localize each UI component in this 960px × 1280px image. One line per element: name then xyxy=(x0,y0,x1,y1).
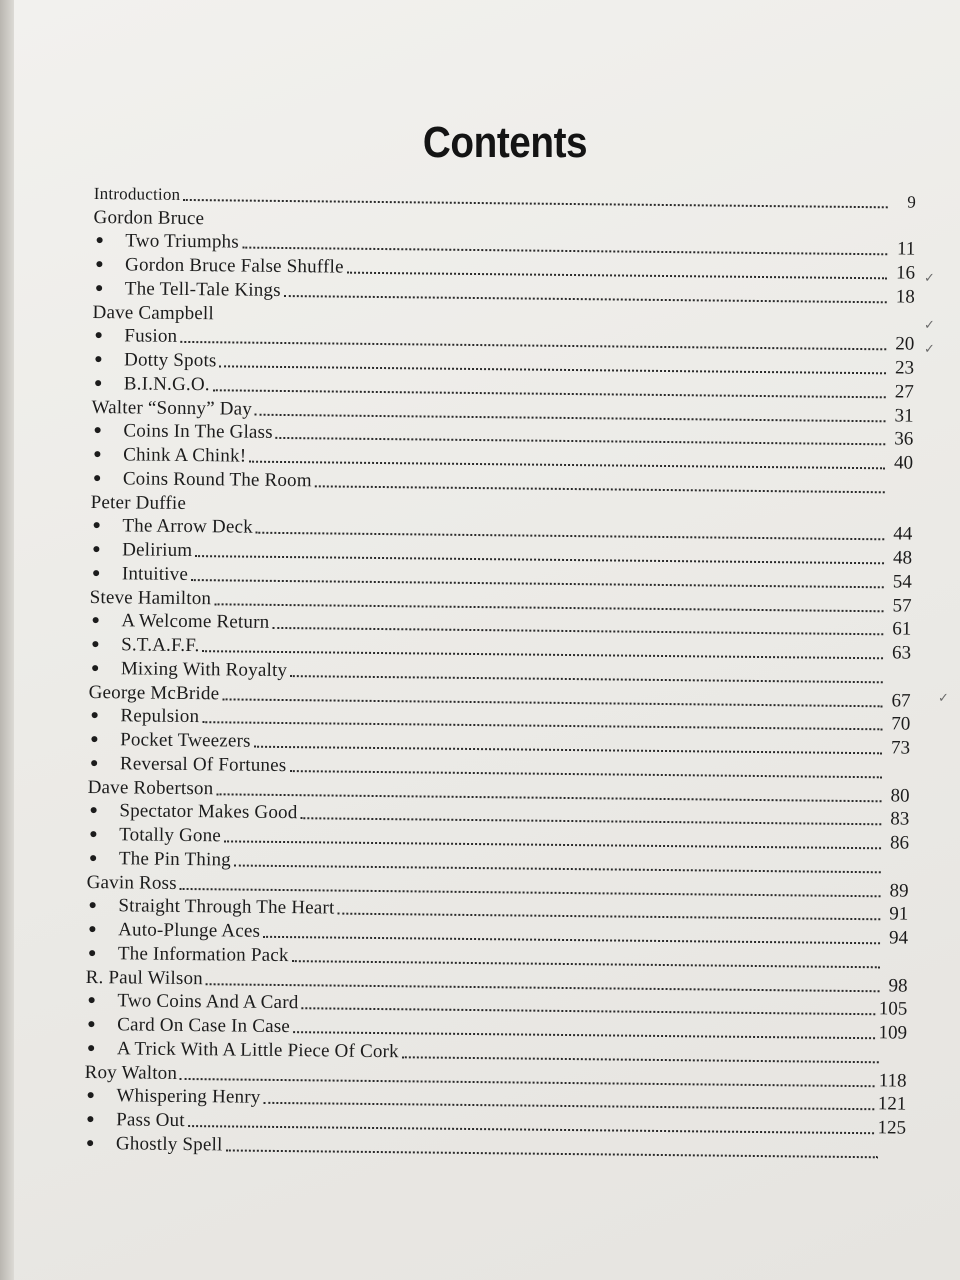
toc-item-page: 63 xyxy=(891,642,912,664)
pencil-check-mark: ✓ xyxy=(924,270,935,285)
toc-item-page: 83 xyxy=(890,808,910,830)
toc-item-label: Spectator Makes Good xyxy=(119,800,298,824)
toc-item-page: 48 xyxy=(892,547,913,569)
toc-item-label: A Welcome Return xyxy=(121,610,270,634)
toc-item-page: 121 xyxy=(877,1093,907,1115)
toc-item-label: B.I.N.G.O. xyxy=(123,373,210,395)
toc-item-page: 125 xyxy=(877,1117,907,1139)
bullet-icon: ● xyxy=(93,447,102,463)
toc-item-page: 40 xyxy=(893,452,914,474)
toc-item-page: 11 xyxy=(896,238,916,260)
pencil-check-mark: ✓ xyxy=(924,317,935,332)
toc-item-page: 18 xyxy=(895,286,915,308)
bullet-icon: ● xyxy=(93,375,103,391)
toc-item-page: 44 xyxy=(893,523,913,545)
bullet-icon: ● xyxy=(88,898,97,914)
bullet-icon: ● xyxy=(90,731,99,748)
toc-author-name: Walter “Sonny” Day xyxy=(91,396,253,420)
toc-author-page: 57 xyxy=(892,594,912,617)
pencil-check-mark: ✓ xyxy=(938,690,949,705)
toc-item-page: 61 xyxy=(892,618,912,640)
page-title: Contents xyxy=(422,118,588,167)
toc-item-label: Delirium xyxy=(122,539,193,562)
toc-author-name: Steve Hamilton xyxy=(89,586,212,609)
toc-item-page: 27 xyxy=(894,381,914,403)
toc-item-page: 94 xyxy=(888,927,909,949)
bullet-icon: ● xyxy=(89,755,99,771)
toc-item-label: Coins In The Glass xyxy=(123,420,273,444)
toc-author-page: 98 xyxy=(888,974,908,997)
bullet-icon: ● xyxy=(88,850,98,866)
toc-item-page: 70 xyxy=(891,713,911,735)
toc-item-label: Whispering Henry xyxy=(116,1085,261,1109)
bullet-icon: ● xyxy=(94,280,104,296)
bullet-icon: ● xyxy=(86,1088,95,1104)
toc-item-page: 23 xyxy=(894,357,915,379)
bullet-icon: ● xyxy=(92,542,101,558)
toc-author-name: Gordon Bruce xyxy=(93,206,205,229)
bullet-icon: ● xyxy=(89,826,98,843)
toc-author-name: Dave Robertson xyxy=(87,776,214,799)
toc-author-name: R. Paul Wilson xyxy=(85,966,204,989)
toc-item-label: Pocket Tweezers xyxy=(120,729,251,752)
toc-introduction-page: 9 xyxy=(907,192,916,212)
toc-item-label: Straight Through The Heart xyxy=(118,895,335,919)
bullet-icon: ● xyxy=(95,257,104,273)
toc-item-page: 86 xyxy=(889,832,910,854)
bullet-icon: ● xyxy=(92,470,102,486)
book-spine-edge xyxy=(0,0,14,1280)
toc-item-label: Gordon Bruce False Shuffle xyxy=(125,254,344,278)
table-of-contents xyxy=(84,180,916,1162)
toc-item-label: Mixing With Royalty xyxy=(120,658,288,681)
bullet-icon: ● xyxy=(92,518,101,534)
bullet-icon: ● xyxy=(87,1016,96,1033)
toc-item-label: Repulsion xyxy=(120,705,200,728)
toc-item-label: Pass Out xyxy=(116,1109,185,1132)
toc-item-label: S.T.A.F.F. xyxy=(121,634,200,657)
toc-item-page: 20 xyxy=(895,333,915,355)
toc-item-page: 109 xyxy=(878,1022,908,1044)
bullet-icon: ● xyxy=(86,1111,95,1128)
toc-author-page: 89 xyxy=(889,879,909,902)
bullet-icon: ● xyxy=(86,1040,96,1056)
toc-item-label: Intuitive xyxy=(121,563,189,585)
toc-item-label: Chink A Chink! xyxy=(123,444,247,467)
toc-item-label: Coins Round The Room xyxy=(122,468,312,492)
toc-item-label: Dotty Spots xyxy=(124,349,217,372)
bullet-icon: ● xyxy=(85,1135,95,1151)
toc-item-label: Two Triumphs xyxy=(125,230,239,253)
bullet-icon: ● xyxy=(87,945,97,961)
bullet-icon: ● xyxy=(95,233,104,249)
bullet-icon: ● xyxy=(91,613,100,629)
toc-item-label: Two Coins And A Card xyxy=(117,990,299,1014)
toc-item-label: A Trick With A Little Piece Of Cork xyxy=(116,1038,399,1062)
toc-author-page: 80 xyxy=(890,784,910,807)
bullet-icon: ● xyxy=(94,352,103,368)
toc-author-name: Peter Duffie xyxy=(90,491,187,514)
toc-item-page: 36 xyxy=(894,428,914,450)
toc-item-page: 54 xyxy=(892,571,912,593)
toc-item-label: Card On Case In Case xyxy=(117,1014,291,1038)
toc-item-page: 105 xyxy=(878,998,908,1020)
bullet-icon: ● xyxy=(90,708,99,724)
toc-introduction-label: Introduction xyxy=(93,183,181,204)
toc-item-label: The Arrow Deck xyxy=(122,515,253,538)
bullet-icon: ● xyxy=(88,921,97,938)
toc-item-label: Fusion xyxy=(124,325,178,348)
toc-item-label: Reversal Of Fortunes xyxy=(119,753,287,776)
toc-author-name: George McBride xyxy=(88,681,220,704)
toc-item-label: Totally Gone xyxy=(119,824,222,847)
toc-item-label: The Tell-Tale Kings xyxy=(124,278,281,301)
toc-item-label: The Pin Thing xyxy=(118,848,232,871)
bullet-icon: ● xyxy=(87,993,96,1009)
pencil-check-mark: ✓ xyxy=(924,341,935,356)
toc-item-page: 73 xyxy=(890,737,911,759)
toc-item-label: The Information Pack xyxy=(117,943,289,966)
toc-item-label: Auto-Plunge Aces xyxy=(118,919,261,942)
toc-item-page: 16 xyxy=(895,262,916,284)
toc-author-name: Dave Campbell xyxy=(92,301,215,324)
toc-author-name: Gavin Ross xyxy=(86,871,177,894)
toc-author-name: Roy Walton xyxy=(84,1061,178,1084)
toc-author-page: 31 xyxy=(894,404,914,427)
bullet-icon: ● xyxy=(90,660,100,676)
toc-item-page: 91 xyxy=(889,903,909,925)
bullet-icon: ● xyxy=(91,636,100,653)
bullet-icon: ● xyxy=(91,565,101,581)
toc-item-label: Ghostly Spell xyxy=(115,1133,223,1156)
toc-author-page: 118 xyxy=(878,1069,907,1092)
toc-author-page: 67 xyxy=(891,689,911,712)
bullet-icon: ● xyxy=(94,328,103,344)
bullet-icon: ● xyxy=(89,803,98,819)
bullet-icon: ● xyxy=(93,423,102,439)
